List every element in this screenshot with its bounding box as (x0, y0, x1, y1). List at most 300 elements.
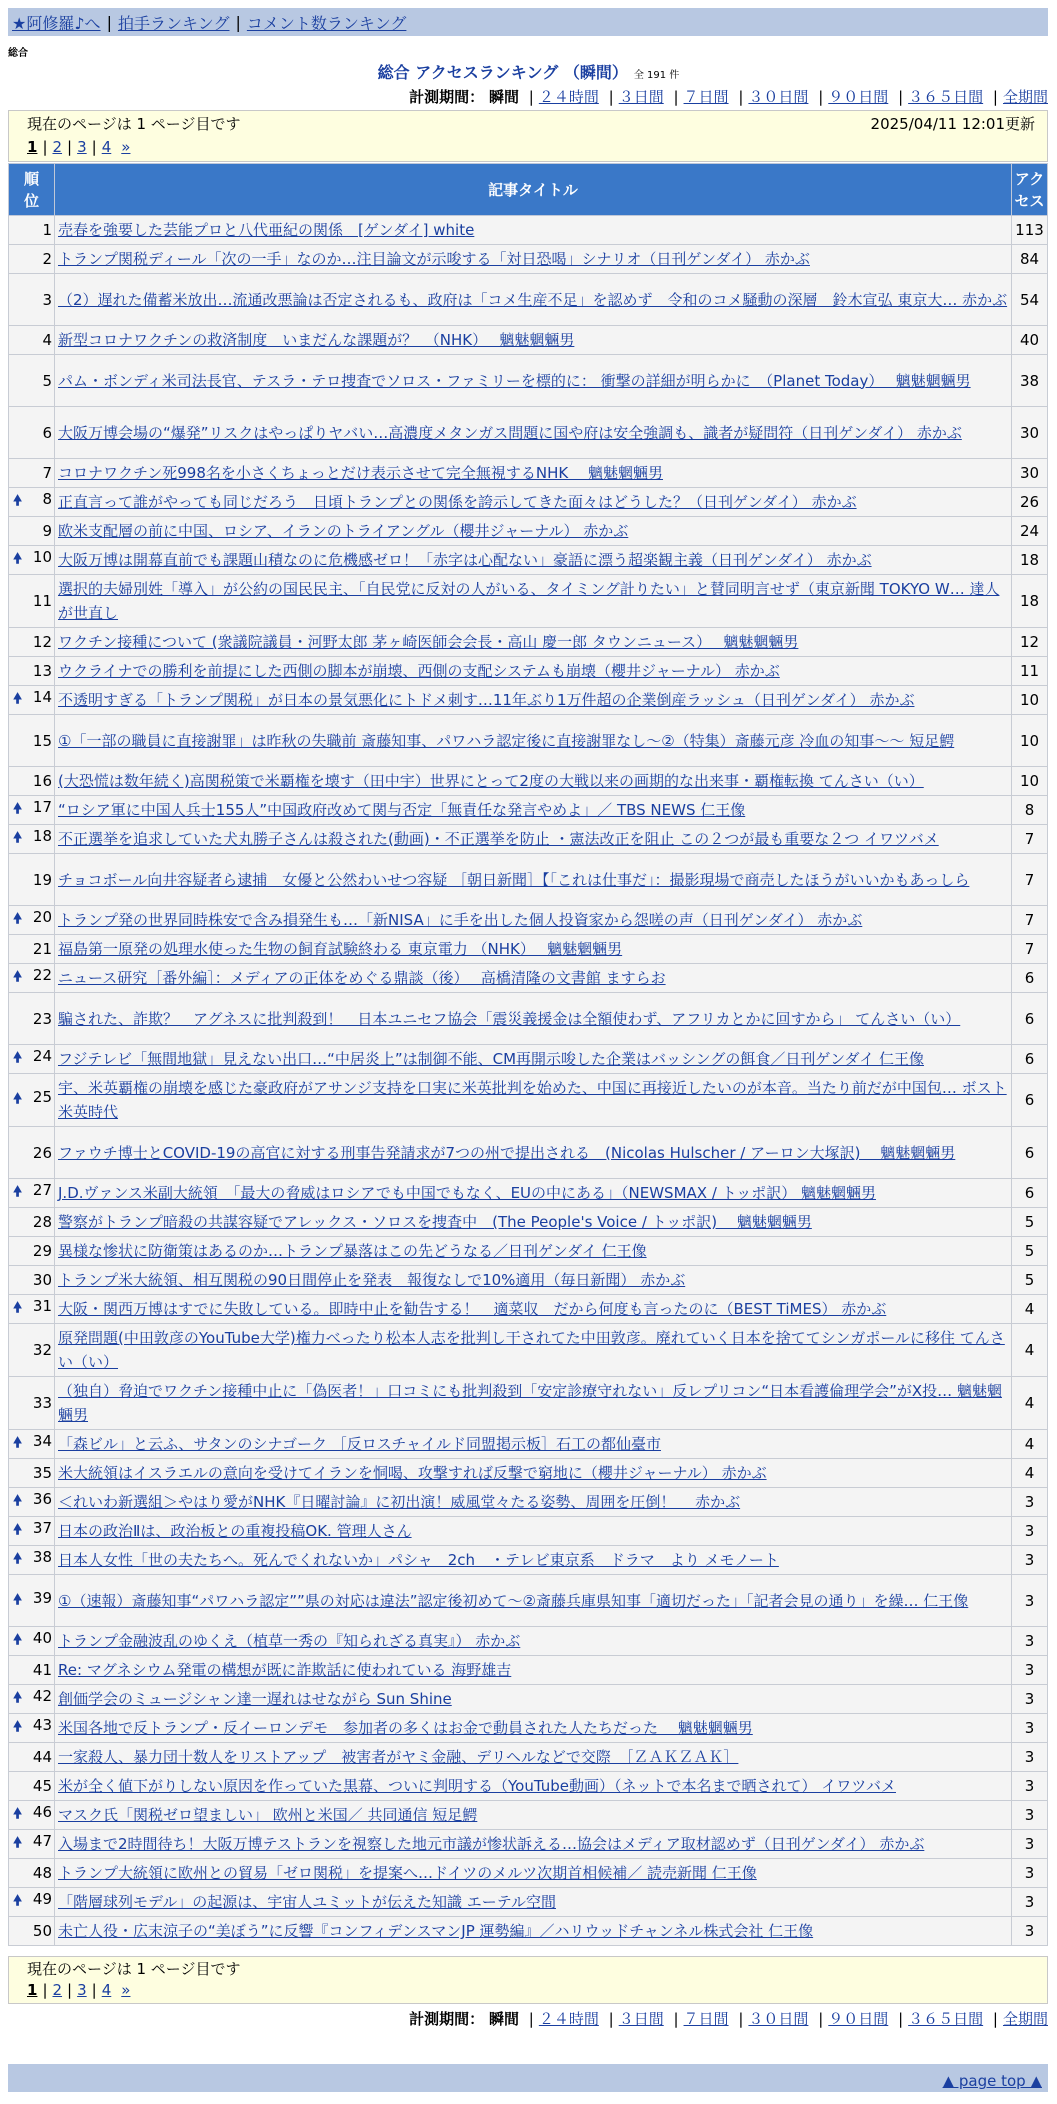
current-page-text: 現在のページは 1 ページ目です (27, 114, 241, 133)
category-label: 総合 (8, 48, 28, 59)
article-link[interactable]: J.D.ヴァンス米副大統領 「最大の脅威はロシアでも中国でもなく、EUの中にある」（NEWSMAX / トッポ訳） 魑魅魍魎男 (58, 1184, 876, 1202)
rank-number: 28 (32, 1213, 52, 1231)
period-90d-link[interactable]: ９０日間 (828, 2010, 889, 2028)
rank-cell (9, 1656, 55, 1685)
title-cell (55, 1488, 1012, 1517)
access-count: 54 (1012, 274, 1048, 326)
article-link[interactable]: フジテレビ「無間地獄」見えない出口…“中居炎上”は制御不能、CM再開示唆した企業はバッシングの餌食／日刊ゲンダイ 仁王像 (58, 1050, 924, 1068)
article-link[interactable]: マスク氏「関税ゼロ望ましい」 欧州と米国／ 共同通信 短足鰐 (58, 1806, 478, 1824)
period-90d-link[interactable]: ９０日間 (828, 88, 889, 106)
rank-cell (9, 715, 55, 767)
rank-cell (9, 459, 55, 488)
rank-number: 9 (42, 522, 52, 540)
rank-number: 49 (32, 1890, 52, 1908)
rank-number: 38 (32, 1548, 52, 1566)
page-current: 1 (27, 138, 38, 156)
rank-cell (9, 854, 55, 906)
access-count: 4 (1012, 1459, 1048, 1488)
rank-up-arrow-icon: 🠝 (13, 551, 23, 567)
rank-number: 3 (42, 290, 52, 309)
rank-cell (9, 1127, 55, 1179)
article-link[interactable]: トランプ発の世界同時株安で含み損発生も…「新NISA」に手を出した個人投資家から怨嗟の声（日刊ゲンダイ） 赤かぶ (58, 911, 863, 929)
title-cell (55, 854, 1012, 906)
rank-cell (9, 326, 55, 355)
title-cell (55, 715, 1012, 767)
ranking-row (9, 517, 1048, 546)
period-current: 瞬間 (488, 88, 519, 106)
access-count: 3 (1012, 1830, 1048, 1859)
rank-cell (9, 1830, 55, 1859)
access-count: 24 (1012, 517, 1048, 546)
ranking-row (9, 964, 1048, 993)
title-cell (55, 1743, 1012, 1772)
article-link[interactable]: 売春を強要した芸能プロと八代亜紀の関係 [ゲンダイ] white (58, 221, 475, 239)
rank-cell (9, 628, 55, 657)
rank-cell (9, 1859, 55, 1888)
period-all-link[interactable]: 全期間 (1002, 2010, 1048, 2028)
period-all-link[interactable]: 全期間 (1002, 88, 1048, 106)
rank-cell (9, 216, 55, 245)
rank-number: 18 (32, 827, 52, 845)
rank-up-arrow-icon: 🠝 (13, 1719, 23, 1735)
access-count: 5 (1012, 1237, 1048, 1266)
rank-cell (9, 993, 55, 1045)
rank-number: 14 (32, 688, 52, 706)
article-link[interactable]: ウクライナでの勝利を前提にした西側の脚本が崩壊、西側の支配システムも崩壊（櫻井ジャーナル） 赤かぶ (58, 662, 780, 680)
rank-number: 47 (32, 1832, 52, 1850)
article-link[interactable]: 大阪・関西万博はすでに失敗している。即時中止を勧告する！ 適菜収 だから何度も言ったのに（BEST TiMES） 赤かぶ (58, 1300, 887, 1318)
updated-timestamp: 2025/04/11 12:01更新 (870, 114, 1035, 133)
access-count: 18 (1012, 546, 1048, 575)
rank-cell (9, 1377, 55, 1430)
access-count: 4 (1012, 1324, 1048, 1377)
rank-up-arrow-icon: 🠝 (13, 911, 23, 927)
rank-number: 27 (32, 1181, 52, 1199)
access-count: 6 (1012, 964, 1048, 993)
ranking-row (9, 245, 1048, 274)
ranking-row (9, 355, 1048, 407)
title-cell (55, 1208, 1012, 1237)
rank-cell (9, 575, 55, 628)
rank-number: 5 (42, 371, 52, 390)
article-link[interactable]: ニュース研究［番外編］：メディアの正体をめぐる鼎談（後） 高橋清隆の文書館 ますらお (58, 969, 666, 987)
access-count: 3 (1012, 1488, 1048, 1517)
access-count: 3 (1012, 1627, 1048, 1656)
rank-up-arrow-icon: 🠝 (13, 1435, 23, 1451)
article-link[interactable]: 米国各地で反トランプ・反イーロンデモ 参加者の多くはお金で動員された人たちだった 魑魅魍魎男 (58, 1719, 753, 1737)
page-info-bottom (8, 1956, 1048, 2004)
article-link[interactable]: (大恐慌は数年続く)高関税策で米覇権を壊す（田中宇）世界にとって2度の大戦以来の画期的な出来事・覇権転換 てんさい（い） (58, 772, 924, 790)
rank-up-arrow-icon: 🠝 (13, 1300, 23, 1316)
ranking-row (9, 1917, 1048, 1946)
period-selector-bottom: 計測期間： 瞬間 | ２４時間 | ３日間 | ７日間 | ３０日間 | ９０日間 | ３６５日間 | 全期間 (409, 2010, 1048, 2028)
rank-number: 31 (32, 1297, 52, 1315)
ranking-row (9, 906, 1048, 935)
home-link[interactable]: ★阿修羅♪へ (12, 13, 101, 33)
access-count: 3 (1012, 1517, 1048, 1546)
page-4-link[interactable]: 4 (101, 138, 112, 156)
rank-cell (9, 1179, 55, 1208)
access-count: 3 (1012, 1772, 1048, 1801)
ranking-row (9, 1714, 1048, 1743)
rank-cell (9, 274, 55, 326)
article-link[interactable]: 騙された、詐欺？ アグネスに批判殺到！ 日本ユニセフ協会「震災義援金は全額使わず、アフリカとかに回すから」 てんさい（い） (58, 1009, 961, 1028)
rank-number: 12 (32, 633, 52, 651)
rank-cell (9, 1295, 55, 1324)
article-link[interactable]: 米が全く値下がりしない原因を作っていた黒幕、ついに判明する（YouTube動画）（ネットで本名まで晒されて） イワツバメ (58, 1777, 896, 1795)
title-cell (55, 825, 1012, 854)
rank-up-arrow-icon: 🠝 (13, 493, 23, 509)
ranking-row (9, 459, 1048, 488)
rank-cell (9, 1772, 55, 1801)
period-3d-link[interactable]: ３日間 (618, 88, 664, 106)
next-page-link[interactable]: » (121, 1981, 131, 1999)
rank-cell (9, 1324, 55, 1377)
ranking-row (9, 1575, 1048, 1627)
rank-number: 23 (32, 1009, 52, 1028)
title-cell (55, 1917, 1012, 1946)
access-count: 8 (1012, 796, 1048, 825)
article-link[interactable]: （独自）脅迫でワクチン接種中止に「偽医者！」口コミにも批判殺到「安定診療守れない」反レプリコン“日本看護倫理学会”がX投… 魑魅魍魎男 (58, 1382, 1002, 1424)
ranking-row (9, 767, 1048, 796)
article-link[interactable]: 日本人女性「世の夫たちへ。死んでくれないか」パシャ 2ch ・テレビ東京系 ドラマ より メモノート (58, 1551, 779, 1569)
rank-cell (9, 1917, 55, 1946)
title-cell (55, 1377, 1012, 1430)
article-link[interactable]: トランプ金融波乱のゆくえ（植草一秀の『知られざる真実』） 赤かぶ (58, 1632, 521, 1650)
article-link[interactable]: パム・ボンディ米司法長官、テスラ・テロ捜査でソロス・ファミリーを標的に： 衝撃の詳細が明らかに （Planet Today） 魑魅魍魎男 (58, 371, 971, 390)
title-cell (55, 546, 1012, 575)
article-link[interactable]: 大阪万博会場の“爆発”リスクはやっぱりヤバい…高濃度メタンガス問題に国や府は安全強調も、識者が疑問符（日刊ゲンダイ） 赤かぶ (58, 423, 962, 442)
rank-number: 8 (42, 490, 52, 508)
article-link[interactable]: 不正選挙を追求していた犬丸勝子さんは殺された(動画)・不正選挙を防止 ・憲法改正を阻止 この２つが最も重要な２つ イワツバメ (58, 830, 939, 848)
ranking-row (9, 686, 1048, 715)
rank-number: 6 (42, 423, 52, 442)
ranking-row (9, 657, 1048, 686)
article-link[interactable]: 福島第一原発の処理水使った生物の飼育試験終わる 東京電力 （NHK） 魑魅魍魎男 (58, 940, 623, 958)
access-count: 26 (1012, 488, 1048, 517)
article-link[interactable]: コロナワクチン死998名を小さくちょっとだけ表示させて完全無視するNHK 魑魅魍魎男 (58, 464, 663, 482)
title-cell (55, 767, 1012, 796)
access-count: 113 (1012, 216, 1048, 245)
ranking-row (9, 854, 1048, 906)
period-7d-link[interactable]: ７日間 (683, 88, 729, 106)
rank-up-arrow-icon: 🠝 (13, 1591, 23, 1608)
period-current: 瞬間 (488, 2010, 519, 2028)
rank-cell (9, 657, 55, 686)
rank-cell (9, 935, 55, 964)
title-cell (55, 517, 1012, 546)
title-cell (55, 1627, 1012, 1656)
page-3-link[interactable]: 3 (77, 1981, 87, 1999)
title-cell (55, 1074, 1012, 1127)
article-link[interactable]: トランプ米大統領、相互関税の90日間停止を発表 報復なしで10%適用（毎日新聞） 赤かぶ (58, 1271, 686, 1289)
page-top-link[interactable]: ▲ page top ▲ (942, 2072, 1042, 2090)
ranking-row (9, 1127, 1048, 1179)
article-link[interactable]: ①（速報）斎藤知事“パワハラ認定””県の対応は違法”認定後初めて～②斎藤兵庫県知事「適切だった」「記者会見の通り」を繰… 仁王像 (58, 1591, 969, 1610)
ranking-row (9, 993, 1048, 1045)
rank-cell (9, 245, 55, 274)
ranking-row (9, 796, 1048, 825)
rank-cell (9, 1208, 55, 1237)
ranking-row (9, 1237, 1048, 1266)
rank-cell (9, 825, 55, 854)
ranking-rows (9, 216, 1048, 1946)
ranking-row (9, 715, 1048, 767)
ranking-table (8, 163, 1048, 1946)
rank-number: 21 (32, 940, 52, 958)
access-count: 3 (1012, 1917, 1048, 1946)
title-cell (55, 1546, 1012, 1575)
period-365d-link[interactable]: ３６５日間 (908, 2010, 984, 2028)
rank-number: 39 (32, 1588, 52, 1607)
rank-up-arrow-icon: 🠝 (13, 1835, 23, 1851)
access-count: 5 (1012, 1208, 1048, 1237)
ranking-row (9, 1074, 1048, 1127)
access-count: 10 (1012, 715, 1048, 767)
ranking-row (9, 1830, 1048, 1859)
page-info-top (8, 110, 1048, 162)
rank-number: 40 (32, 1629, 52, 1647)
article-link[interactable]: 創価学会のミュージシャン達一遅れはせながら Sun Shine (58, 1690, 452, 1708)
ranking-row (9, 575, 1048, 628)
access-count: 7 (1012, 825, 1048, 854)
title-header: 記事タイトル (55, 164, 1012, 216)
rank-up-arrow-icon: 🠝 (13, 1522, 23, 1538)
access-count: 6 (1012, 1179, 1048, 1208)
rank-up-arrow-icon: 🠝 (13, 830, 23, 846)
rank-number: 50 (32, 1922, 52, 1940)
article-link[interactable]: 警察がトランプ暗殺の共謀容疑でアレックス・ソロスを捜査中 (The People's Voice / トッポ訳) 魑魅魍魎男 (58, 1213, 812, 1231)
page-4-link[interactable]: 4 (101, 1981, 112, 1999)
period-7d-link[interactable]: ７日間 (683, 2010, 729, 2028)
rank-number: 19 (32, 870, 52, 889)
rank-up-arrow-icon: 🠝 (13, 1806, 23, 1822)
ranking-row (9, 488, 1048, 517)
rank-number: 30 (32, 1271, 52, 1289)
next-page-link[interactable]: » (121, 138, 131, 156)
title-cell (55, 355, 1012, 407)
access-count: 3 (1012, 1575, 1048, 1627)
article-link[interactable]: Re: マグネシウム発電の構想が既に詐欺話に使われている 海野雄吉 (58, 1661, 512, 1679)
access-count: 3 (1012, 1743, 1048, 1772)
period-selector-top: 計測期間： 瞬間 | ２４時間 | ３日間 | ７日間 | ３０日間 | ９０日間 | ３６５日間 | 全期間 (409, 88, 1048, 106)
rank-up-arrow-icon: 🠝 (13, 1551, 23, 1567)
rank-header: 順位 (9, 164, 55, 216)
ranking-row (9, 825, 1048, 854)
rank-cell (9, 1074, 55, 1127)
article-link[interactable]: トランプ関税ディール「次の一手」なのか…注目論文が示唆する「対日恐喝」シナリオ（日刊ゲンダイ） 赤かぶ (58, 250, 810, 268)
rank-up-arrow-icon: 🠝 (13, 1091, 23, 1107)
article-link[interactable]: 正直言って誰がやっても同じだろう 日頃トランプとの関係を誇示してきた面々はどうした？（日刊ゲンダイ） 赤かぶ (58, 493, 857, 511)
access-count: 4 (1012, 1377, 1048, 1430)
ranking-row (9, 216, 1048, 245)
article-link[interactable]: 米大統領はイスラエルの意向を受けてイランを恫喝、攻撃すれば反撃で窮地に（櫻井ジャーナル） 赤かぶ (58, 1464, 767, 1482)
title-cell (55, 575, 1012, 628)
rank-cell (9, 796, 55, 825)
rank-cell (9, 407, 55, 459)
rank-cell (9, 964, 55, 993)
title-cell (55, 326, 1012, 355)
article-link[interactable]: ワクチン接種について (衆議院議員・河野太郎 茅ヶ崎医師会会長・高山 慶一郎 タウンニュース） 魑魅魍魎男 (58, 633, 799, 651)
bottom-bar (8, 2064, 1048, 2092)
period-24h-link[interactable]: ２４時間 (538, 88, 599, 106)
title-cell (55, 1859, 1012, 1888)
access-count: 4 (1012, 1295, 1048, 1324)
period-24h-link[interactable]: ２４時間 (538, 2010, 599, 2028)
title-cell (55, 1685, 1012, 1714)
title-cell (55, 1801, 1012, 1830)
ranking-row (9, 935, 1048, 964)
rank-up-arrow-icon: 🠝 (13, 1184, 23, 1200)
period-label: 計測期間： (409, 2010, 485, 2028)
article-link[interactable]: 未亡人役・広末涼子の“美ぼう”に反響『コンフィデンスマンJP 運勢編』／ハリウッドチャンネル株式会社 仁王像 (58, 1922, 814, 1940)
rank-cell (9, 1459, 55, 1488)
title-cell (55, 1266, 1012, 1295)
rank-cell (9, 355, 55, 407)
period-30d-link[interactable]: ３０日間 (748, 88, 809, 106)
rank-cell (9, 1801, 55, 1830)
rank-up-arrow-icon: 🠝 (13, 1493, 23, 1509)
rank-number: 2 (42, 250, 52, 268)
access-header: アクセス (1012, 164, 1048, 216)
title-cell (55, 245, 1012, 274)
ranking-row (9, 1801, 1048, 1830)
title-cell (55, 1179, 1012, 1208)
rank-cell (9, 517, 55, 546)
rank-cell (9, 1488, 55, 1517)
rank-cell (9, 1685, 55, 1714)
rank-cell (9, 1517, 55, 1546)
article-link[interactable]: 「森ビル」と云ふ、サタンのシナゴーク ［反ロスチャイルド同盟掲示板］石工の都仙臺市 (58, 1435, 661, 1453)
clap-ranking-link[interactable]: 拍手ランキング (117, 13, 230, 33)
article-link[interactable]: “ロシア軍に中国人兵士155人”中国政府改めて関与否定「無責任な発言やめよ」／ TBS NEWS 仁王像 (58, 801, 746, 819)
ranking-row (9, 1266, 1048, 1295)
pagination: 1 | 2 | 3 | 4 » (27, 1981, 131, 1999)
ranking-row (9, 1743, 1048, 1772)
article-link[interactable]: トランプ大統領に欧州との貿易「ゼロ関税」を提案へ…ドイツのメルツ次期首相候補／ 読売新聞 仁王像 (58, 1864, 757, 1882)
title-cell (55, 274, 1012, 326)
ranking-row (9, 1859, 1048, 1888)
ranking-row (9, 1208, 1048, 1237)
access-count: 5 (1012, 1266, 1048, 1295)
ranking-row (9, 1627, 1048, 1656)
access-count: 3 (1012, 1714, 1048, 1743)
title-cell (55, 459, 1012, 488)
article-link[interactable]: 「階層球列モデル」の起源は、宇宙人ユミットが伝えた知識 エーテル空間 (58, 1893, 556, 1911)
access-count: 6 (1012, 1045, 1048, 1074)
article-link[interactable]: 新型コロナワクチンの救済制度 いまだんな課題が？ （NHK） 魑魅魍魎男 (58, 331, 575, 349)
rank-number: 7 (42, 464, 52, 482)
article-link[interactable]: 選択的夫婦別姓「導入」が公約の国民民主、「自民党に反対の人がいる、タイミング計りたい」と賛同明言せず（東京新聞 TOKYO W… 達人が世直し (58, 580, 1000, 622)
ranking-row (9, 1488, 1048, 1517)
title-cell (55, 796, 1012, 825)
title-cell (55, 1459, 1012, 1488)
page-3-link[interactable]: 3 (77, 138, 87, 156)
rank-number: 10 (32, 548, 52, 566)
rank-number: 20 (32, 908, 52, 926)
rank-cell (9, 906, 55, 935)
ranking-row (9, 407, 1048, 459)
rank-number: 22 (32, 966, 52, 984)
ranking-row (9, 1546, 1048, 1575)
rank-cell (9, 767, 55, 796)
title-cell (55, 935, 1012, 964)
access-count: 40 (1012, 326, 1048, 355)
title-cell (55, 686, 1012, 715)
title-cell (55, 216, 1012, 245)
rank-up-arrow-icon: 🠝 (13, 801, 23, 817)
rank-number: 11 (32, 592, 52, 610)
title-cell (55, 1888, 1012, 1917)
rank-up-arrow-icon: 🠝 (13, 969, 23, 985)
article-link[interactable]: 入場まで2時間待ち！大阪万博テストランを視察した地元市議が惨状訴える…協会はメディア取材認めず（日刊ゲンダイ） 赤かぶ (58, 1835, 925, 1853)
rank-number: 42 (32, 1687, 52, 1705)
access-count: 11 (1012, 657, 1048, 686)
rank-number: 33 (32, 1394, 52, 1412)
article-link[interactable]: ①「一部の職員に直接謝罪」は昨秋の失職前 斎藤知事、パワハラ認定後に直接謝罪なし～②（特集）斎藤元彦 冷血の知事～～ 短足鰐 (58, 731, 955, 750)
article-link[interactable]: チョコボール向井容疑者ら逮捕 女優と公然わいせつ容疑 ［朝日新聞］【「これは仕事だ」：撮影現場で商売したほうがいいかもあっしら (58, 870, 970, 889)
article-link[interactable]: ファウチ博士とCOVID-19の高官に対する刑事告発請求が7つの州で提出される (Nicolas Hulscher / アーロン大塚訳) 魑魅魍魎男 (58, 1143, 956, 1162)
rank-cell (9, 546, 55, 575)
access-count: 18 (1012, 575, 1048, 628)
current-page-text: 現在のページは 1 ページ目です (27, 1959, 241, 1978)
article-link[interactable]: 一家殺人、暴力団十数人をリストアップ 被害者がヤミ金融、デリヘルなどで交際 ［ＺＡＫＺＡＫ］ (58, 1748, 739, 1766)
rank-number: 24 (32, 1047, 52, 1065)
rank-number: 32 (32, 1341, 52, 1359)
rank-cell (9, 1714, 55, 1743)
ranking-row (9, 1685, 1048, 1714)
page-title (0, 60, 1057, 83)
rank-number: 45 (32, 1777, 52, 1795)
rank-up-arrow-icon: 🠝 (13, 1050, 23, 1066)
period-3d-link[interactable]: ３日間 (618, 2010, 664, 2028)
title-cell (55, 1045, 1012, 1074)
top-nav-bar (8, 8, 1048, 36)
title-cell (55, 906, 1012, 935)
rank-number: 4 (42, 331, 52, 349)
article-link[interactable]: 原発問題(中田敦彦のYouTube大学)権力べったり松本人志を批判し干されてた中田敦彦。廃れていく日本を捨ててシンガポールに移住 てんさい（い） (58, 1329, 1005, 1371)
article-link[interactable]: 異様な惨状に防衛策はあるのか…トランプ暴落はこの先どうなる／日刊ゲンダイ 仁王像 (58, 1242, 647, 1260)
ranking-row (9, 1179, 1048, 1208)
access-count: 7 (1012, 935, 1048, 964)
rank-number: 34 (32, 1432, 52, 1450)
access-count: 30 (1012, 407, 1048, 459)
access-count: 6 (1012, 1074, 1048, 1127)
page-2-link[interactable]: 2 (52, 1981, 63, 1999)
article-link[interactable]: （2）遅れた備蓄米放出…流通改悪論は否定されるも、政府は「コメ生産不足」を認めず 令和のコメ騒動の深層 鈴木宣弘 東京大… 赤かぶ (58, 290, 1008, 309)
article-link[interactable]: 欧米支配層の前に中国、ロシア、イランのトライアングル（櫻井ジャーナル） 赤かぶ (58, 522, 629, 540)
article-link[interactable]: 不透明すぎる「トランプ関税」が日本の景気悪化にトドメ刺す…11年ぶり1万件超の企業倒産ラッシュ（日刊ゲンダイ） 赤かぶ (58, 691, 915, 709)
comment-ranking-link[interactable]: コメント数ランキング (246, 13, 407, 33)
period-label: 計測期間： (409, 88, 485, 106)
article-link[interactable]: 宇、米英覇権の崩壊を感じた豪政府がアサンジ支持を口実に米英批判を始めた、中国に再接近したいのが本音。当たり前だが中国包… ボスト米英時代 (58, 1079, 1007, 1121)
ranking-row (9, 1430, 1048, 1459)
total-count: 全 191 件 (633, 70, 680, 81)
rank-cell (9, 1888, 55, 1917)
article-link[interactable]: ＜れいわ新選組＞やはり愛がNHK『日曜討論』に初出演！威風堂々たる姿勢、周囲を圧倒！ 赤かぶ (58, 1493, 741, 1511)
page-2-link[interactable]: 2 (52, 138, 63, 156)
period-365d-link[interactable]: ３６５日間 (908, 88, 984, 106)
article-link[interactable]: 大阪万博は開幕直前でも課題山積なのに危機感ゼロ！「赤字は心配ない」豪語に漂う超楽観主義（日刊ゲンダイ） 赤かぶ (58, 551, 872, 569)
title-cell (55, 488, 1012, 517)
rank-cell (9, 1627, 55, 1656)
access-count: 6 (1012, 993, 1048, 1045)
period-30d-link[interactable]: ３０日間 (748, 2010, 809, 2028)
article-link[interactable]: 日本の政治Ⅱは、政治板との重複投稿OK. 管理人さん (58, 1522, 412, 1540)
rank-number: 26 (32, 1143, 52, 1162)
access-count: 12 (1012, 628, 1048, 657)
ranking-row (9, 628, 1048, 657)
